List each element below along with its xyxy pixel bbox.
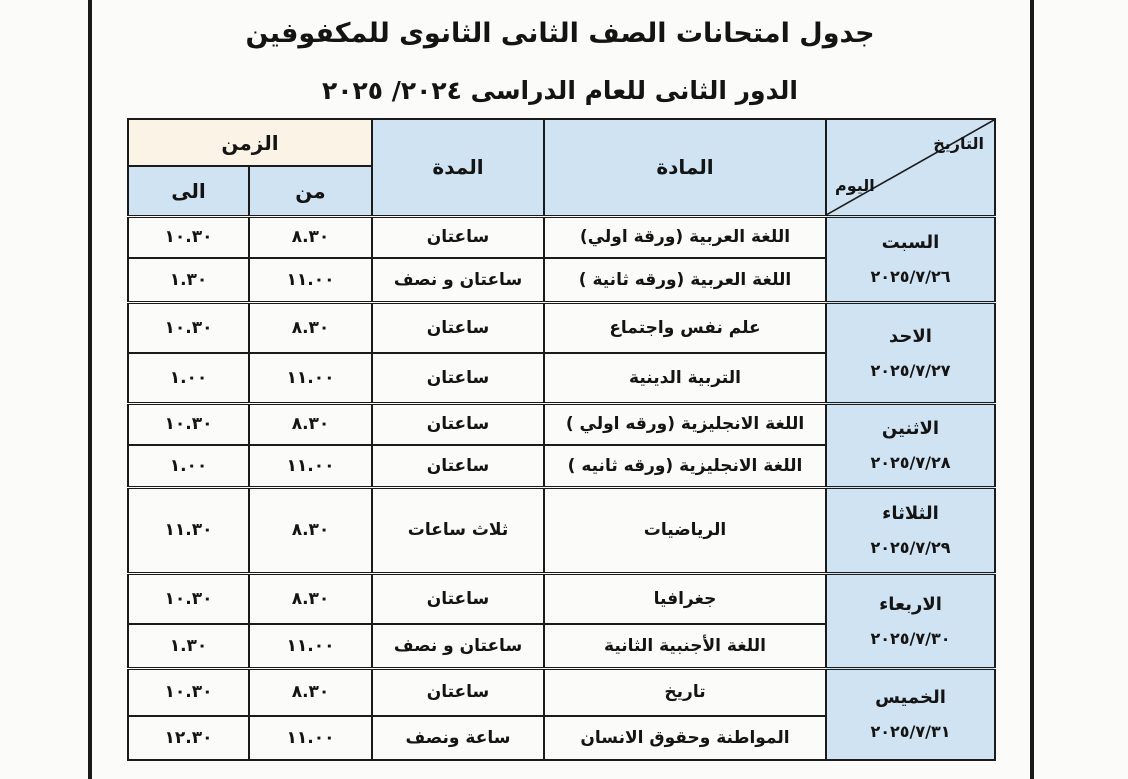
- duration-cell: ساعتان: [372, 573, 544, 624]
- subject-cell: علم نفس واجتماع: [544, 302, 826, 353]
- from-cell: ٨.٣٠: [249, 403, 372, 445]
- duration-cell: ساعتان: [372, 302, 544, 353]
- day-name: الثلاثاء: [882, 503, 939, 524]
- day-name: الاثنين: [881, 418, 940, 439]
- duration-cell: ساعتان و نصف: [372, 258, 544, 302]
- to-cell: ١٠.٣٠: [128, 216, 249, 258]
- day-cell-monday: [826, 403, 995, 487]
- day-name: الاربعاء: [879, 593, 942, 615]
- table-row: [128, 487, 995, 573]
- subject-cell: جغرافيا: [544, 573, 826, 624]
- header-subject-label: المادة: [656, 155, 714, 180]
- header-from-label: من: [295, 178, 326, 203]
- table-row: [128, 573, 995, 624]
- duration-cell: ساعة ونصف: [372, 716, 544, 760]
- from-cell: ٨.٣٠: [249, 302, 372, 353]
- from-cell: ٨.٣٠: [249, 487, 372, 573]
- table-row: [128, 403, 995, 445]
- from-cell: ١١.٠٠: [249, 353, 372, 403]
- from-cell: ١١.٠٠: [249, 445, 372, 487]
- from-cell: ٨.٣٠: [249, 216, 372, 258]
- day-date: ٢٠٢٥/٧/٣٠: [870, 628, 951, 648]
- header-time: [128, 119, 372, 166]
- to-cell: ١٠.٣٠: [128, 668, 249, 716]
- subject-cell: اللغة العربية (ورقة اولي): [544, 216, 826, 258]
- to-cell: ١٢.٣٠: [128, 716, 249, 760]
- day-cell-sunday: [826, 302, 995, 403]
- subject-cell: اللغة العربية (ورقه ثانية ): [544, 258, 826, 302]
- day-cell-saturday: [826, 216, 995, 302]
- day-name: الخميس: [875, 687, 946, 709]
- to-cell: ١١.٣٠: [128, 487, 249, 573]
- day-date: ٢٠٢٥/٧/٢٦: [870, 267, 951, 286]
- header-subject: [544, 119, 826, 216]
- to-cell: ١٠.٣٠: [128, 573, 249, 624]
- header-time-label: الزمن: [221, 130, 279, 155]
- to-cell: ١٠.٣٠: [128, 403, 249, 445]
- header-date-day-cell: [826, 119, 995, 216]
- day-cell-tuesday: [826, 487, 995, 573]
- duration-cell: ساعتان: [372, 445, 544, 487]
- to-cell: ١.٣٠: [128, 624, 249, 668]
- table-row: [128, 668, 995, 716]
- page-border-right: [1030, 0, 1034, 779]
- day-cell-wednesday: [826, 573, 995, 668]
- header-date: التاريخ: [933, 134, 984, 153]
- day-name: السبت: [881, 232, 940, 253]
- day-date: ٢٠٢٥/٧/٢٨: [870, 453, 951, 472]
- day-date: ٢٠٢٥/٧/٣١: [870, 722, 951, 742]
- duration-cell: ساعتان: [372, 353, 544, 403]
- header-from: [249, 166, 372, 216]
- header-day: اليوم: [835, 175, 875, 195]
- to-cell: ١.٠٠: [128, 445, 249, 487]
- subject-cell: الرياضيات: [544, 487, 826, 573]
- from-cell: ١١.٠٠: [249, 624, 372, 668]
- duration-cell: ساعتان و نصف: [372, 624, 544, 668]
- subject-cell: اللغة الانجليزية (ورقه اولي ): [544, 403, 826, 445]
- subject-cell: المواطنة وحقوق الانسان: [544, 716, 826, 760]
- subject-cell: تاريخ: [544, 668, 826, 716]
- from-cell: ٨.٣٠: [249, 573, 372, 624]
- duration-cell: ساعتان: [372, 216, 544, 258]
- header-duration: [372, 119, 544, 216]
- to-cell: ١.٠٠: [128, 353, 249, 403]
- document-subtitle: الدور الثانى للعام الدراسى ٢٠٢٤/ ٢٠٢٥: [322, 76, 798, 105]
- document-title: جدول امتحانات الصف الثانى الثانوى للمكفوفين: [245, 18, 875, 49]
- to-cell: ١٠.٣٠: [128, 302, 249, 353]
- table-row: [128, 216, 995, 258]
- day-date: ٢٠٢٥/٧/٢٧: [870, 360, 951, 380]
- from-cell: ١١.٠٠: [249, 258, 372, 302]
- table-row: [128, 302, 995, 353]
- duration-cell: ساعتان: [372, 403, 544, 445]
- header-to: [128, 166, 249, 216]
- subject-cell: اللغة الانجليزية (ورقه ثانيه ): [544, 445, 826, 487]
- duration-cell: ثلاث ساعات: [372, 487, 544, 573]
- day-name: الاحد: [889, 325, 932, 347]
- day-date: ٢٠٢٥/٧/٢٩: [870, 538, 951, 557]
- from-cell: ١١.٠٠: [249, 716, 372, 760]
- header-duration-label: المدة: [432, 155, 484, 180]
- page-border-left: [88, 0, 92, 779]
- day-cell-thursday: [826, 668, 995, 760]
- exam-schedule-table: [127, 118, 996, 761]
- subject-cell: اللغة الأجنبية الثانية: [544, 624, 826, 668]
- subject-cell: التربية الدينية: [544, 353, 826, 403]
- header-to-label: الى: [171, 178, 206, 203]
- to-cell: ١.٣٠: [128, 258, 249, 302]
- duration-cell: ساعتان: [372, 668, 544, 716]
- from-cell: ٨.٣٠: [249, 668, 372, 716]
